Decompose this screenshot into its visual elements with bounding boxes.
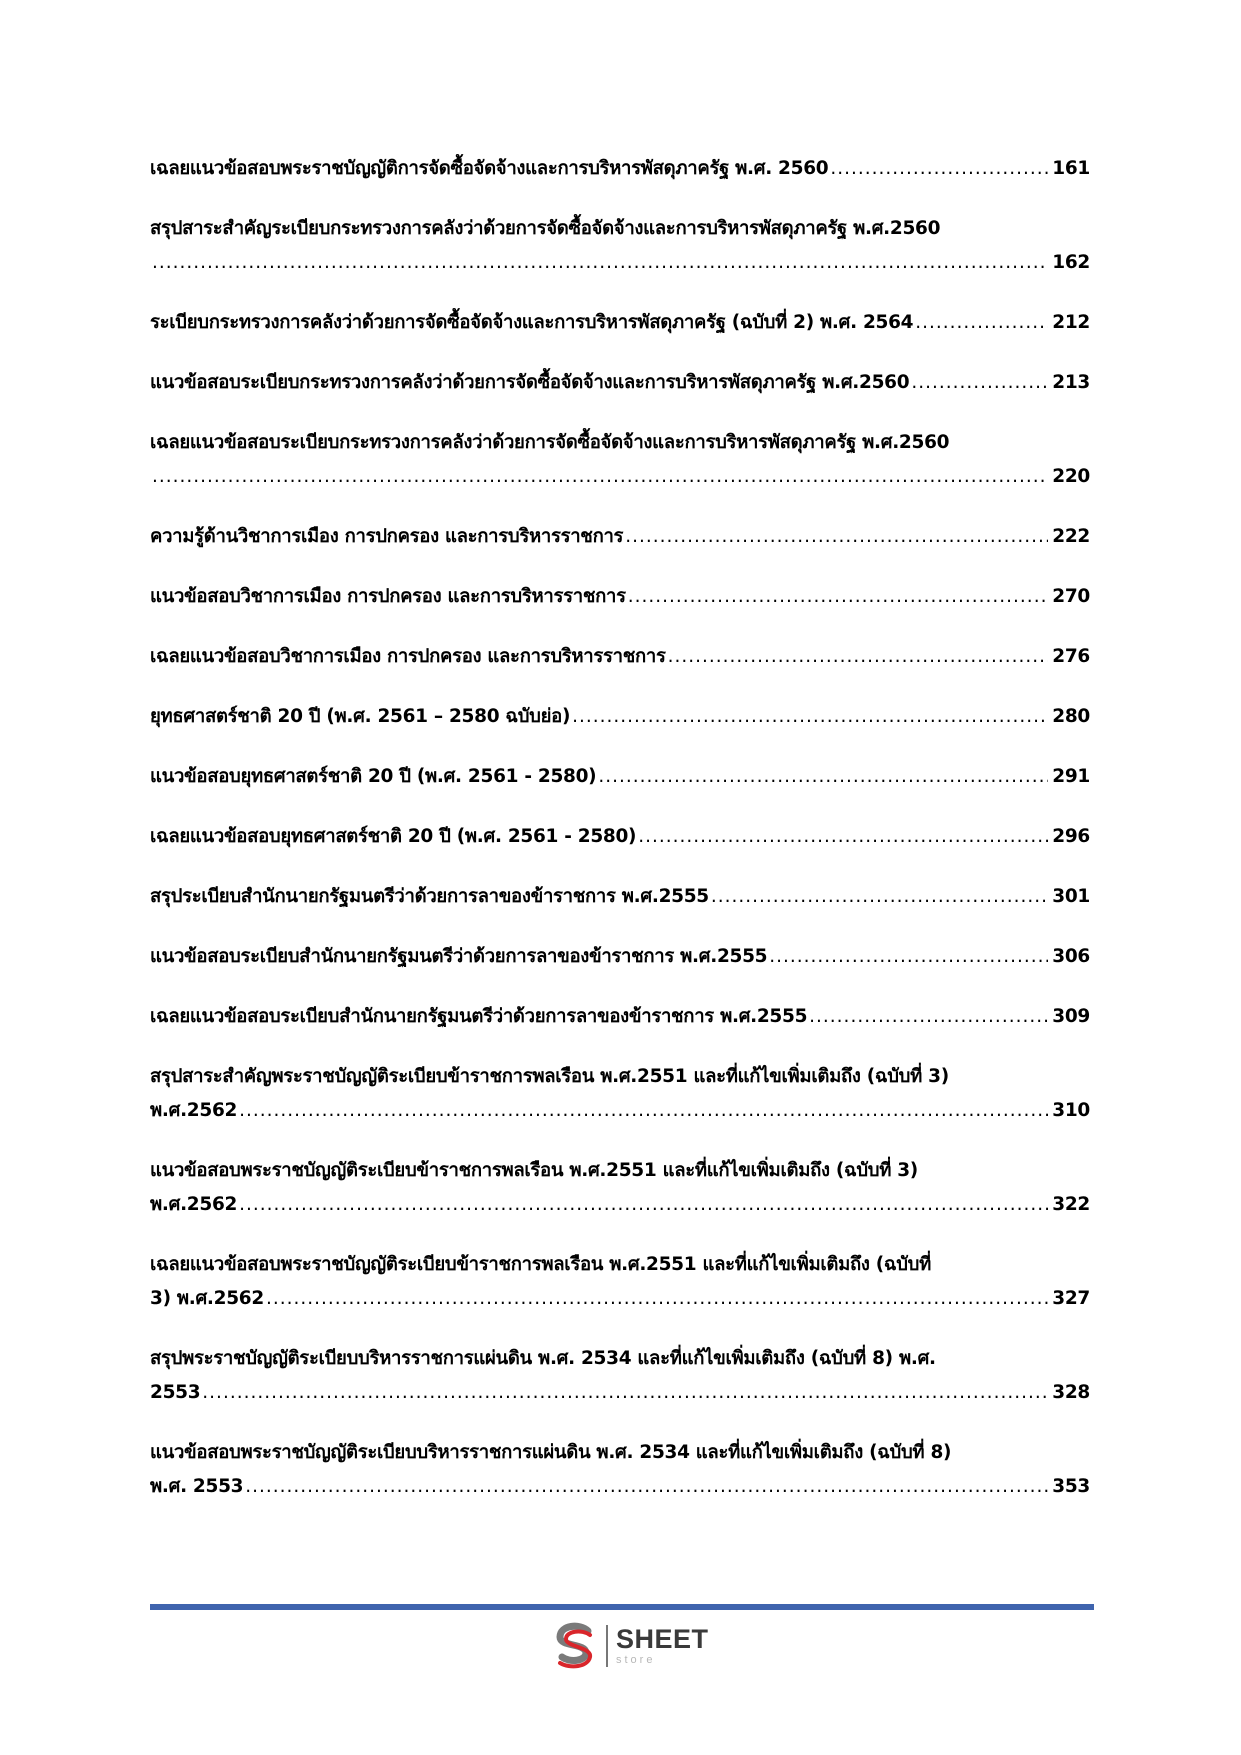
- dot-leader: [239, 1188, 1048, 1222]
- toc-page-number: 306: [1052, 946, 1090, 967]
- toc-page-number: 213: [1052, 372, 1090, 393]
- toc-entry[interactable]: [150, 1000, 1090, 1034]
- dot-leader: [245, 1470, 1048, 1504]
- dot-leader: [625, 520, 1048, 554]
- toc-entry-title-line: พ.ศ.2562: [150, 1100, 238, 1121]
- toc-page-number: 353: [1052, 1476, 1090, 1497]
- dot-leader: [769, 940, 1048, 974]
- dot-leader: [711, 880, 1048, 914]
- toc-entry[interactable]: [150, 212, 1090, 280]
- toc-entry-title-line: แนวข้อสอบวิชาการเมือง การปกครอง และการบริหารราชการ: [150, 586, 626, 607]
- logo-separator: [606, 1625, 608, 1667]
- toc-entry[interactable]: [150, 426, 1090, 494]
- toc-entry[interactable]: [150, 880, 1090, 914]
- dot-leader: [638, 820, 1048, 854]
- toc-entry[interactable]: [150, 760, 1090, 794]
- toc-page-number: 161: [1052, 158, 1090, 179]
- dot-leader: [266, 1282, 1048, 1316]
- toc-entry-title-line: เฉลยแนวข้อสอบพระราชบัญญัติระเบียบข้าราชการพลเรือน พ.ศ.2551 และที่แก้ไขเพิ่มเติมถึง (ฉบับที่: [150, 1254, 931, 1275]
- toc-entry[interactable]: [150, 1436, 1090, 1504]
- toc-page-number: 212: [1052, 312, 1090, 333]
- toc-entry-title-line: แนวข้อสอบยุทธศาสตร์ชาติ 20 ปี (พ.ศ. 2561 - 2580): [150, 766, 597, 787]
- toc-page-number: 280: [1052, 706, 1090, 727]
- sheet-store-logo: [550, 1618, 709, 1674]
- toc-entry-title-line: แนวข้อสอบพระราชบัญญัติระเบียบบริหารราชการแผ่นดิน พ.ศ. 2534 และที่แก้ไขเพิ่มเติมถึง (ฉบับที่ 8): [150, 1442, 952, 1463]
- dot-leader: [239, 1094, 1048, 1128]
- toc-page-number: 291: [1052, 766, 1090, 787]
- toc-page-number: 162: [1052, 252, 1090, 273]
- toc-entry[interactable]: [150, 1060, 1090, 1128]
- toc-entry-title-line: ระเบียบกระทรวงการคลังว่าด้วยการจัดซื้อจัดจ้างและการบริหารพัสดุภาครัฐ (ฉบับที่ 2) พ.ศ. 2564: [150, 312, 914, 333]
- toc-entry-title-line: แนวข้อสอบระเบียบสำนักนายกรัฐมนตรีว่าด้วยการลาของข้าราชการ พ.ศ.2555: [150, 946, 768, 967]
- toc-entry-title-line: 3) พ.ศ.2562: [150, 1288, 264, 1309]
- toc-entry-title-line: 2553: [150, 1382, 201, 1403]
- dot-leader: [809, 1000, 1048, 1034]
- logo-sub-text: store: [616, 1654, 656, 1666]
- dot-leader: [915, 306, 1048, 340]
- toc-page-number: 276: [1052, 646, 1090, 667]
- dot-leader: [628, 580, 1049, 614]
- dot-leader: [598, 760, 1048, 794]
- toc-page-number: 220: [1052, 466, 1090, 487]
- toc-entry-title-line: พ.ศ.2562: [150, 1194, 238, 1215]
- toc-entry[interactable]: [150, 520, 1090, 554]
- toc-entry-title-line: สรุปสาระสำคัญพระราชบัญญัติระเบียบข้าราชการพลเรือน พ.ศ.2551 และที่แก้ไขเพิ่มเติมถึง (ฉบับที่ 3): [150, 1066, 949, 1087]
- toc-entry[interactable]: [150, 1342, 1090, 1410]
- table-of-contents: [150, 152, 1090, 1530]
- toc-entry[interactable]: [150, 580, 1090, 614]
- toc-entry[interactable]: [150, 366, 1090, 400]
- toc-entry-title-line: ความรู้ด้านวิชาการเมือง การปกครอง และการบริหารราชการ: [150, 526, 624, 547]
- toc-entry-title-line: พ.ศ. 2553: [150, 1476, 244, 1497]
- dot-leader: [830, 152, 1048, 186]
- toc-entry-title-line: เฉลยแนวข้อสอบระเบียบสำนักนายกรัฐมนตรีว่าด้วยการลาของข้าราชการ พ.ศ.2555: [150, 1006, 808, 1027]
- toc-page-number: 222: [1052, 526, 1090, 547]
- toc-page-number: 327: [1052, 1288, 1090, 1309]
- toc-entry-title-line: ยุทธศาสตร์ชาติ 20 ปี (พ.ศ. 2561 – 2580 ฉบับย่อ): [150, 706, 571, 727]
- toc-page-number: 270: [1052, 586, 1090, 607]
- toc-entry-title-line: เฉลยแนวข้อสอบระเบียบกระทรวงการคลังว่าด้วยการจัดซื้อจัดจ้างและการบริหารพัสดุภาครัฐ พ.ศ.2560: [150, 432, 950, 453]
- toc-entry-title-line: สรุประเบียบสำนักนายกรัฐมนตรีว่าด้วยการลาของข้าราชการ พ.ศ.2555: [150, 886, 709, 907]
- toc-entry[interactable]: [150, 940, 1090, 974]
- toc-entry[interactable]: [150, 1154, 1090, 1222]
- toc-page-number: 328: [1052, 1382, 1090, 1403]
- toc-entry-title-line: เฉลยแนวข้อสอบยุทธศาสตร์ชาติ 20 ปี (พ.ศ. 2561 - 2580): [150, 826, 637, 847]
- toc-entry-title-line: แนวข้อสอบพระราชบัญญัติระเบียบข้าราชการพลเรือน พ.ศ.2551 และที่แก้ไขเพิ่มเติมถึง (ฉบับที่ 3): [150, 1160, 918, 1181]
- toc-page-number: 296: [1052, 826, 1090, 847]
- dot-leader: [152, 460, 1048, 494]
- sheet-store-logo-icon: [550, 1621, 600, 1671]
- toc-entry[interactable]: [150, 820, 1090, 854]
- toc-entry[interactable]: [150, 306, 1090, 340]
- toc-entry[interactable]: [150, 640, 1090, 674]
- dot-leader: [668, 640, 1049, 674]
- toc-page-number: 301: [1052, 886, 1090, 907]
- toc-entry[interactable]: [150, 152, 1090, 186]
- dot-leader: [152, 246, 1048, 280]
- footer-divider: [150, 1604, 1094, 1610]
- dot-leader: [572, 700, 1048, 734]
- toc-page-number: 310: [1052, 1100, 1090, 1121]
- toc-entry-title-line: สรุปสาระสำคัญระเบียบกระทรวงการคลังว่าด้วยการจัดซื้อจัดจ้างและการบริหารพัสดุภาครัฐ พ.ศ.2560: [150, 218, 941, 239]
- toc-entry[interactable]: [150, 1248, 1090, 1316]
- toc-entry[interactable]: [150, 700, 1090, 734]
- logo-text: [616, 1626, 709, 1666]
- dot-leader: [202, 1376, 1048, 1410]
- toc-page-number: 322: [1052, 1194, 1090, 1215]
- toc-entry-title-line: เฉลยแนวข้อสอบพระราชบัญญัติการจัดซื้อจัดจ้างและการบริหารพัสดุภาครัฐ พ.ศ. 2560: [150, 158, 829, 179]
- dot-leader: [911, 366, 1048, 400]
- logo-main-text: SHEET: [616, 1624, 709, 1654]
- toc-entry-title-line: สรุปพระราชบัญญัติระเบียบบริหารราชการแผ่นดิน พ.ศ. 2534 และที่แก้ไขเพิ่มเติมถึง (ฉบับที่ 8) พ.ศ.: [150, 1348, 936, 1369]
- toc-entry-title-line: แนวข้อสอบระเบียบกระทรวงการคลังว่าด้วยการจัดซื้อจัดจ้างและการบริหารพัสดุภาครัฐ พ.ศ.2560: [150, 372, 910, 393]
- toc-page-number: 309: [1052, 1006, 1090, 1027]
- toc-entry-title-line: เฉลยแนวข้อสอบวิชาการเมือง การปกครอง และการบริหารราชการ: [150, 646, 666, 667]
